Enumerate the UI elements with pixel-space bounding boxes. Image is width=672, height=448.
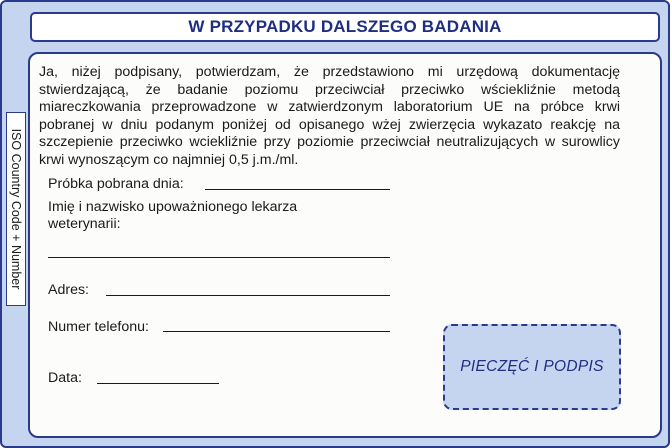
vet-name-label-line2: weterynarii: (48, 216, 121, 232)
section-header (30, 12, 660, 42)
stamp-signature-label: PIECZĘĆ I PODPIS (460, 358, 604, 375)
phone-field[interactable] (163, 331, 390, 332)
sample-date-field[interactable] (205, 189, 390, 190)
iso-code-label: ISO Country Code + Number (9, 128, 23, 290)
phone-label: Numer telefonu: (48, 319, 149, 335)
vet-name-field[interactable] (48, 257, 390, 258)
stamp-signature-box[interactable] (443, 324, 621, 410)
date-field[interactable] (97, 383, 219, 384)
address-label: Adres: (48, 282, 90, 298)
address-field[interactable] (106, 295, 390, 296)
declaration-text: Ja, niżej podpisany, potwierdzam, że przedstawiono mi urzędową dokumentację stwierdzającą, że badanie poziomu przeciwciał przeciwko wściekliźnie metodą miareczkowania przeprowadzone w zatwierdzonym laboratorium UE na próbce krwi pobranej w dniu podanym poniżej od opisanego wżej zwierzęcia wykazato reakcję na szczepienie przeciwko wciekliźnie przy poziomie przeciwciał neutralizujących w surowlicy krwi wynoszącym co najmniej 0,5 j.m./ml. (39, 64, 620, 168)
section-title: W PRZYPADKU DALSZEGO BADANIA (188, 17, 502, 36)
sample-date-label: Próbka pobrana dnia: (48, 176, 184, 192)
date-label: Data: (48, 370, 82, 386)
vet-name-label-line1: Imię i nazwisko upoważnionego lekarza (48, 199, 298, 215)
